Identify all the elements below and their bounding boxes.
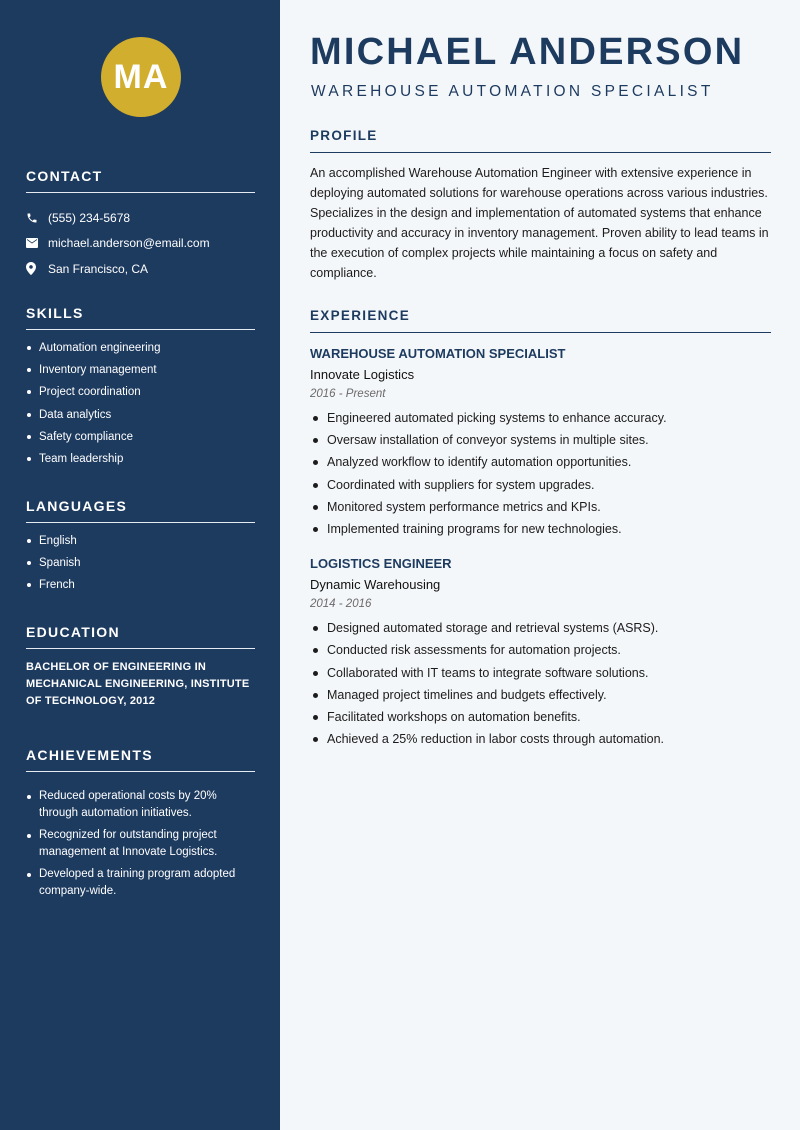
skill-item: Safety compliance <box>26 429 255 451</box>
job-dates: 2014 - 2016 <box>310 598 372 611</box>
job-bullets <box>310 620 771 753</box>
skill-item: Inventory management <box>26 362 255 384</box>
skill-item: Project coordination <box>26 384 255 406</box>
achievement-item: Reduced operational costs by 20% through automation initiatives. <box>26 788 255 822</box>
profile-text: An accomplished Warehouse Automation Engineer with extensive experience in deploying automated solutions for warehouse operations across various industries. Specializes in the design and implementation of automated systems that enhance productivity and accuracy in inventory management. Proven ability to lead teams in the execution of complex projects while maintaining a focus on safety and compliance. <box>310 166 769 280</box>
contact-email <box>26 231 255 257</box>
skill-item: Data analytics <box>26 407 255 429</box>
location-pin-icon <box>26 262 48 275</box>
job-entry <box>310 346 771 543</box>
job-company: Innovate Logistics <box>310 367 415 382</box>
education-section <box>26 624 255 710</box>
main-content <box>280 0 800 1130</box>
candidate-role: WAREHOUSE AUTOMATION SPECIALIST <box>311 83 714 100</box>
contact-phone <box>26 205 255 231</box>
job-bullet: Coordinated with suppliers for system upgrades. <box>310 477 771 499</box>
job-bullet: Facilitated workshops on automation benefits. <box>310 709 771 731</box>
job-entry <box>310 556 771 753</box>
profile-heading: PROFILE <box>310 128 771 153</box>
job-dates: 2016 - Present <box>310 388 386 400</box>
job-bullet: Oversaw installation of conveyor systems in multiple sites. <box>310 432 771 454</box>
job-bullet: Designed automated storage and retrieval systems (ASRS). <box>310 620 771 642</box>
contact-location <box>26 256 255 282</box>
achievements-section <box>26 747 255 905</box>
candidate-name: MICHAEL ANDERSON <box>310 31 745 73</box>
email-icon <box>26 238 48 248</box>
achievement-item: Developed a training program adopted company-wide. <box>26 866 255 900</box>
job-bullet: Analyzed workflow to identify automation opportunities. <box>310 454 771 476</box>
language-item: Spanish <box>26 555 255 577</box>
job-bullet: Conducted risk assessments for automation projects. <box>310 642 771 664</box>
language-item: English <box>26 533 255 555</box>
job-bullets <box>310 410 771 543</box>
skill-item: Team leadership <box>26 451 255 473</box>
skills-heading: SKILLS <box>26 305 255 330</box>
skill-item: Automation engineering <box>26 340 255 362</box>
education-heading: EDUCATION <box>26 624 255 649</box>
profile-section <box>310 128 771 283</box>
location-text: San Francisco, CA <box>48 261 149 276</box>
job-bullet: Engineered automated picking systems to enhance accuracy. <box>310 410 771 432</box>
avatar: MA <box>101 37 181 117</box>
job-bullet: Achieved a 25% reduction in labor costs through automation. <box>310 731 771 753</box>
email-text: michael.anderson@email.com <box>48 236 210 251</box>
achievements-list <box>26 788 255 900</box>
experience-section <box>310 308 771 753</box>
skills-section <box>26 305 255 473</box>
job-company: Dynamic Warehousing <box>310 577 441 593</box>
job-bullet: Implemented training programs for new technologies. <box>310 521 771 543</box>
sidebar <box>0 0 280 1130</box>
job-title: LOGISTICS ENGINEER <box>310 556 452 572</box>
languages-list <box>26 533 255 600</box>
job-bullet: Monitored system performance metrics and KPIs. <box>310 499 771 521</box>
phone-text: (555) 234-5678 <box>48 210 131 225</box>
languages-section <box>26 498 255 600</box>
contact-list <box>26 205 255 282</box>
achievement-item: Recognized for outstanding project management at Innovate Logistics. <box>26 827 255 861</box>
contact-heading: CONTACT <box>26 168 255 193</box>
phone-icon <box>26 212 48 224</box>
language-item: French <box>26 577 255 599</box>
skills-list <box>26 340 255 473</box>
education-degree: BACHELOR OF ENGINEERING IN MECHANICAL ENGINEERING, INSTITUTE OF TECHNOLOGY, 2012 <box>26 661 250 707</box>
contact-section <box>26 168 255 282</box>
achievements-heading: ACHIEVEMENTS <box>26 747 255 772</box>
job-bullet: Collaborated with IT teams to integrate software solutions. <box>310 665 771 687</box>
job-title: WAREHOUSE AUTOMATION SPECIALIST <box>310 346 566 361</box>
languages-heading: LANGUAGES <box>26 498 255 523</box>
job-bullet: Managed project timelines and budgets effectively. <box>310 687 771 709</box>
experience-heading: EXPERIENCE <box>310 308 771 333</box>
